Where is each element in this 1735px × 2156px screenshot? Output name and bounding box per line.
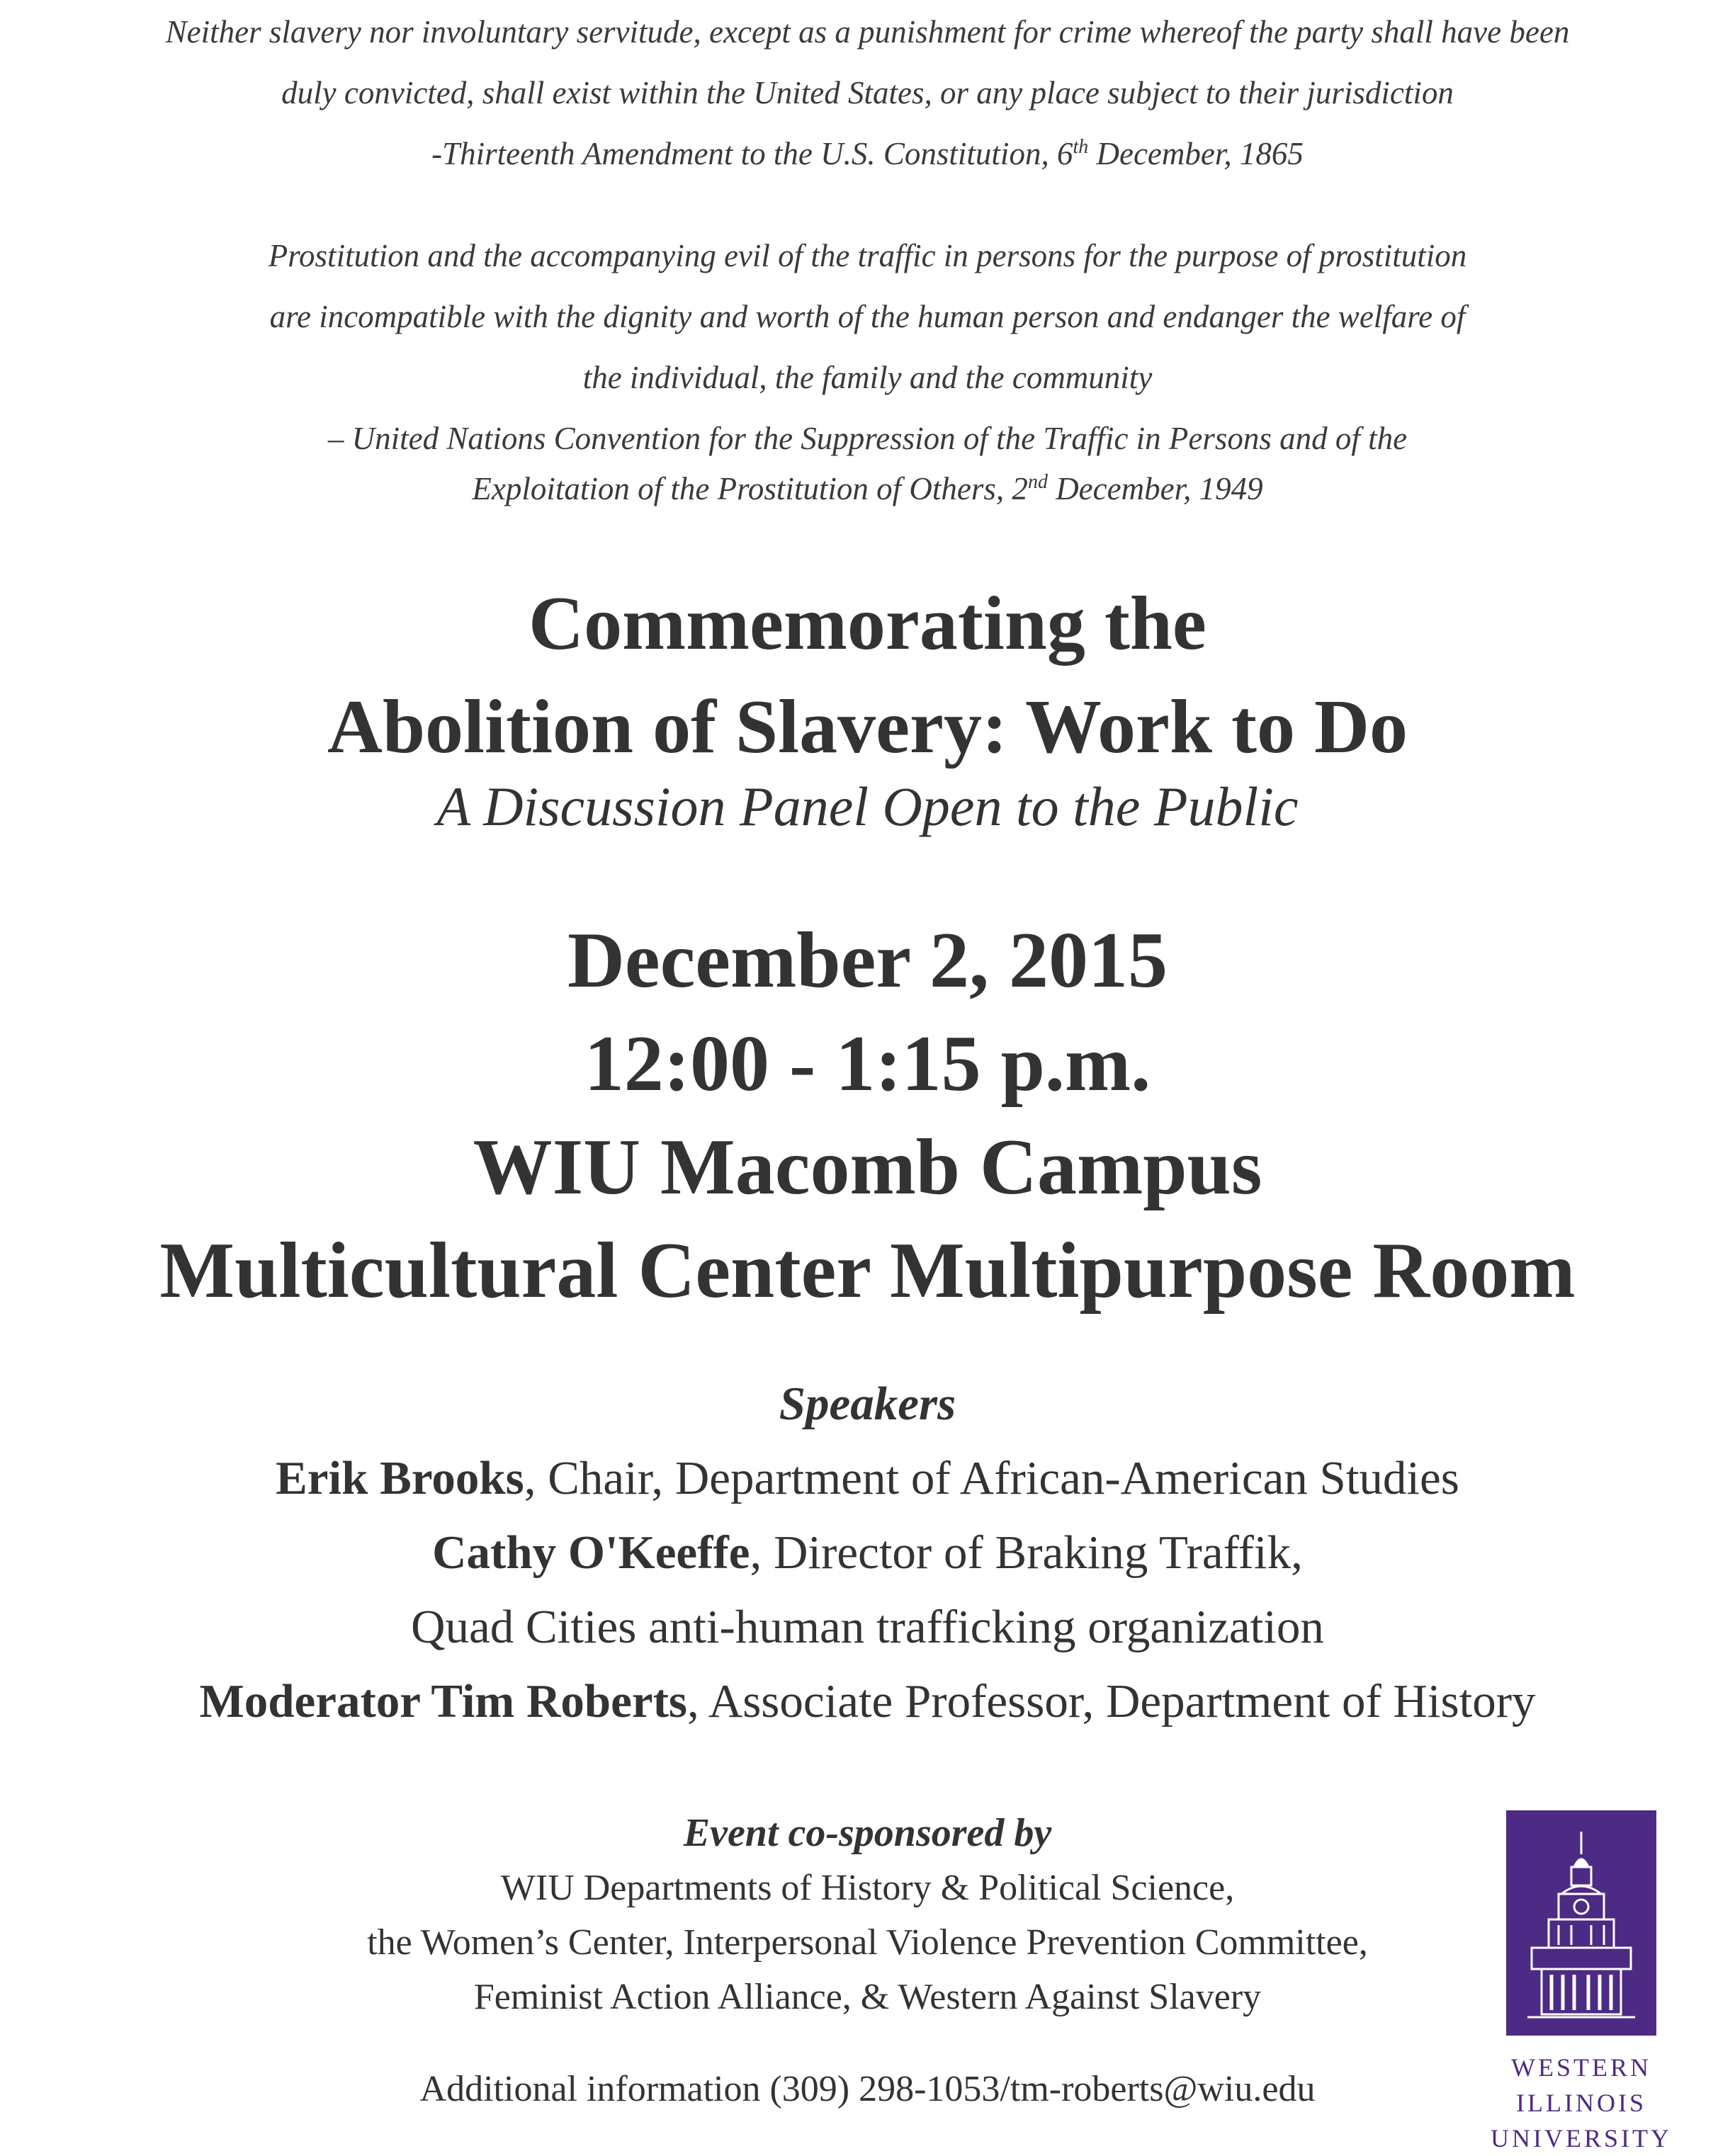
- quote-attribution: -Thirteenth Amendment to the U.S. Constitution, 6th December, 1865: [431, 136, 1304, 171]
- speakers-section: [0, 1367, 1735, 1739]
- quote-line: duly convicted, shall exist within the United States, or any place subject to their jurisdiction: [281, 75, 1454, 110]
- contact-info: Additional information (309) 298-1053/tm-roberts@wiu.edu: [419, 2069, 1316, 2109]
- event-details: [0, 909, 1735, 1322]
- sponsor-line: the Women’s Center, Interpersonal Violence Prevention Committee,: [367, 1922, 1368, 1963]
- clock-tower-icon: [1506, 1810, 1656, 2036]
- quote-attribution: – United Nations Convention for the Suppression of the Traffic in Persons and of the: [327, 421, 1408, 456]
- wiu-logo-text: WESTERN ILLINOIS UNIVERSITY: [1491, 2053, 1672, 2152]
- quote-line: are incompatible with the dignity and worth of the human person and endanger the welfare of: [269, 299, 1466, 334]
- page-title: [0, 572, 1735, 779]
- speaker-entry: Moderator Tim Roberts, Associate Professor, Department of History: [199, 1675, 1536, 1727]
- quote-un-convention: [0, 225, 1735, 509]
- sponsors-section: [106, 1806, 1629, 2024]
- wiu-logo: [1506, 1810, 1656, 2036]
- sponsors-heading: Event co-sponsored by: [683, 1811, 1052, 1855]
- event-room: Multicultural Center Multipurpose Room: [159, 1227, 1576, 1315]
- event-date: December 2, 2015: [567, 917, 1168, 1004]
- speaker-entry: Erik Brooks, Chair, Department of African-American Studies: [276, 1452, 1459, 1504]
- quote-line: Neither slavery nor involuntary servitude, except as a punishment for crime whereof the party shall have been: [165, 14, 1570, 50]
- speaker-entry: Quad Cities anti-human trafficking organization: [411, 1601, 1324, 1653]
- quote-attribution: Exploitation of the Prostitution of Others, 2nd December, 1949: [472, 471, 1263, 506]
- speaker-entry: Cathy O'Keeffe, Director of Braking Traffik,: [432, 1526, 1303, 1579]
- sponsor-line: Feminist Action Alliance, & Western Against Slavery: [473, 1977, 1262, 2017]
- title-line-2: Abolition of Slavery: Work to Do: [327, 685, 1408, 769]
- event-time: 12:00 - 1:15 p.m.: [584, 1020, 1151, 1108]
- event-campus: WIU Macomb Campus: [473, 1123, 1262, 1211]
- speakers-heading: Speakers: [779, 1378, 956, 1430]
- quote-line: the individual, the family and the community: [582, 360, 1153, 395]
- quote-line: Prostitution and the accompanying evil of the traffic in persons for the purpose of prostitution: [268, 238, 1467, 273]
- title-line-1: Commemorating the: [529, 581, 1206, 666]
- quote-thirteenth-amendment: [0, 1, 1735, 184]
- sponsor-line: WIU Departments of History & Political Science,: [500, 1868, 1235, 1908]
- page-subtitle: A Discussion Panel Open to the Public: [436, 776, 1299, 837]
